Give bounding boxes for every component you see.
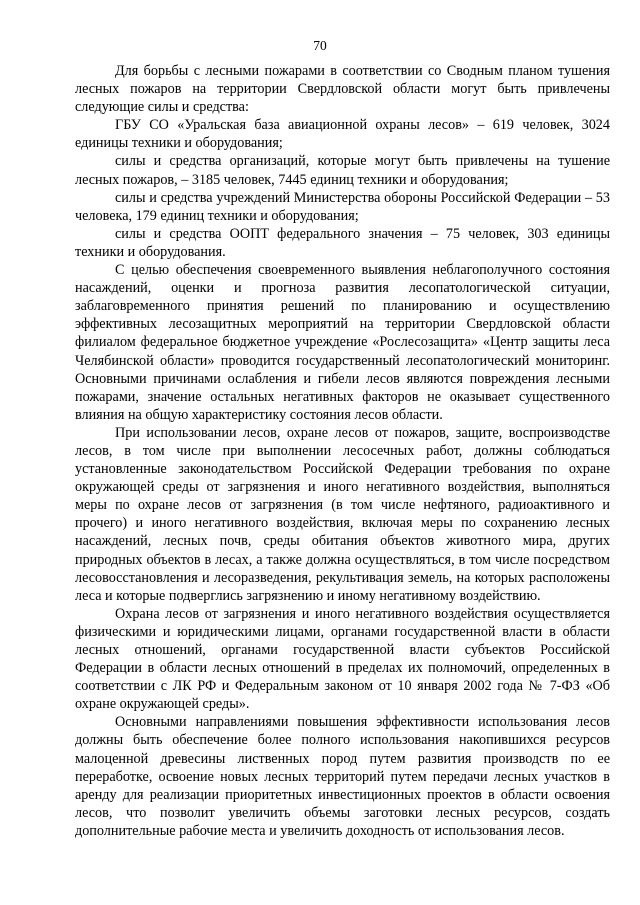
paragraph-defense-ministry: силы и средства учреждений Министерства обороны Российской Федерации – 53 человека, 179 единиц техники и оборудования; bbox=[75, 189, 610, 224]
page-number: 70 bbox=[313, 38, 327, 53]
paragraph-aviation-base: ГБУ СО «Уральская база авиационной охраны лесов» – 619 человек, 3024 единицы техники и оборудования; bbox=[75, 117, 610, 152]
paragraph-environmental-requirements: При использовании лесов, охране лесов от пожаров, защите, воспроизводстве лесов, в том числе при выполнении лесосечных работ, должны соблюдаться установленные законодательством Российской Федерации требования по охране окружающей среды от загрязнения и иного негативного воздействия, выполняться меры по охране лесов от загрязнения (в том числе нефтяного, радиоактивного и прочего) и иного негативного воздействия, включая меры по сохранению лесных насаждений, лесных почв, среды обитания объектов животного мира, других природных объектов в лесах, а также должна осуществляться, в том числе посредством лесовосстановления и лесоразведения, рекультивация земель, на которых расположены леса и которые подверглись загрязнению и иному негативному воздействию. bbox=[75, 424, 610, 604]
paragraph-efficiency-directions: Основными направлениями повышения эффективности использования лесов должны быть обеспечение более полного использования накопившихся ресурсов малоценной древесины лиственных пород путем развития производств по ее переработке, освоение новых лесных территорий путем передачи лесных участков в аренду для реализации приоритетных инвестиционных проектов в области освоения лесов, что позволит увеличить объемы заготовки лесных ресурсов, создать дополнительные рабочие места и увеличить доходность от использования лесов. bbox=[75, 714, 610, 839]
paragraph-organizations: силы и средства организаций, которые могут быть привлечены на тушение лесных пожаров, – 3185 человек, 7445 единиц техники и оборудования; bbox=[75, 153, 610, 188]
paragraph-protected-areas: силы и средства ООПТ федерального значения – 75 человек, 303 единицы техники и оборудования. bbox=[75, 225, 610, 260]
paragraph-forest-monitoring: С целью обеспечения своевременного выявления неблагополучного состояния насаждений, оценки и прогноза развития лесопатологической ситуации, заблаговременного принятия решений по планированию и осуществлению эффективных лесозащитных мероприятий на территории Свердловской области филиалом федеральное бюджетное учреждение «Рослесозащита» «Центр защиты леса Челябинской области» проводится государственный лесопатологический мониторинг. Основными причинами ослабления и гибели лесов являются повреждения лесными пожарами, значение остальных негативных факторов не оказывает существенного влияния на общую характеристику состояния лесов области. bbox=[75, 262, 610, 423]
paragraph-pollution-protection: Охрана лесов от загрязнения и иного негативного воздействия осуществляется физическими и юридическими лицами, органами государственной власти в области лесных отношений, органами государственной власти субъектов Российской Федерации в области лесных отношений в пределах их полномочий, определенных в соответствии с ЛК РФ и Федеральным законом от 10 января 2002 года № 7-ФЗ «Об охране окружающей среды». bbox=[75, 605, 610, 713]
paragraph-forest-fire-forces: Для борьбы с лесными пожарами в соответствии со Сводным планом тушения лесных пожаров на территории Свердловской области могут быть привлечены следующие силы и средства: bbox=[75, 63, 610, 116]
document-body bbox=[75, 62, 610, 840]
